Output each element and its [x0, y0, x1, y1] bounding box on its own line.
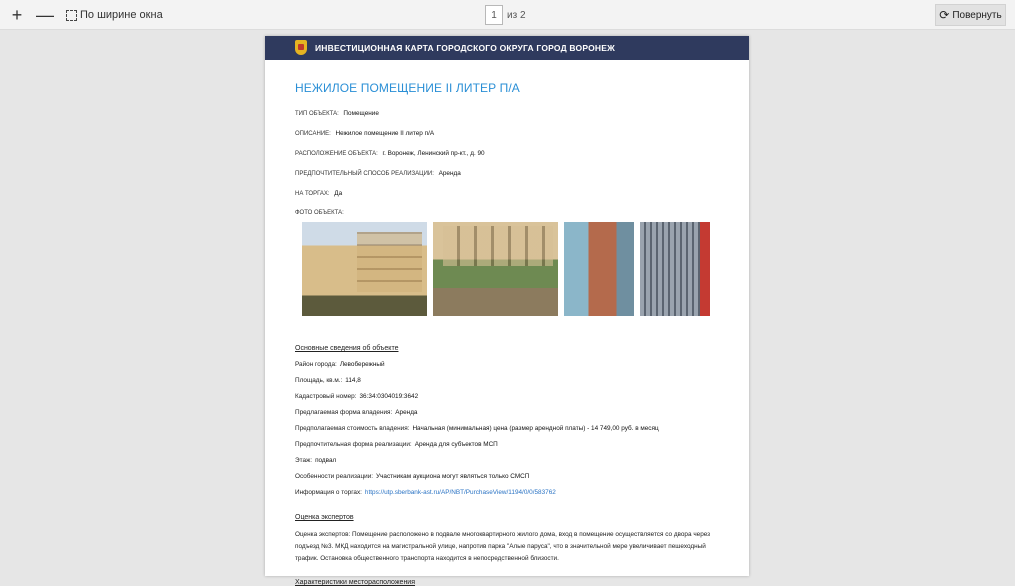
- experts-text: Помещение расположено в подвале многоквартирного жилого дома, вход в помещение осуществляется со двора через подъезд №3. МКД находится на магистральной улице, напротив парка "Алые паруса", что в значительной мере увеличивает пешеходный трафик. Остановка общественного транспорта находится в непосредственной близости.: [295, 531, 711, 562]
- rotate-label: Повернуть: [952, 9, 1002, 21]
- field-type: [295, 110, 719, 117]
- info-value: Левобережный: [339, 361, 385, 368]
- field-photos: [295, 210, 719, 216]
- info-row: [295, 489, 719, 496]
- fit-width-icon: [66, 10, 77, 21]
- experts-paragraph: [295, 529, 719, 565]
- info-row: [295, 441, 719, 448]
- object-title: НЕЖИЛОЕ ПОМЕЩЕНИЕ II ЛИТЕР П/А: [295, 81, 520, 95]
- info-value: Аренда: [395, 409, 418, 416]
- field-description: [295, 130, 719, 137]
- info-value: 36:34:0304019:3642: [359, 393, 419, 400]
- header-banner: [265, 36, 749, 60]
- main-info-section: [295, 345, 719, 496]
- info-label: Предполагаемая стоимость владения:: [295, 425, 410, 432]
- field-label: ФОТО ОБЪЕКТА:: [295, 210, 344, 216]
- zoom-in-button[interactable]: +: [11, 4, 23, 25]
- rotate-icon: ⟳: [939, 8, 950, 22]
- location-section: [295, 579, 719, 586]
- page-content: [265, 81, 749, 586]
- field-label: ТИП ОБЪЕКТА:: [295, 111, 339, 117]
- field-auction: [295, 190, 719, 197]
- experts-section: [295, 514, 719, 565]
- field-realization: [295, 170, 719, 177]
- field-label: ПРЕДПОЧТИТЕЛЬНЫЙ СПОСОБ РЕАЛИЗАЦИИ:: [295, 171, 434, 177]
- info-row: [295, 457, 719, 464]
- info-label: Район города:: [295, 361, 337, 368]
- viewer-toolbar: [0, 0, 1015, 30]
- fit-width-label: По ширине окна: [80, 9, 163, 21]
- info-label: Предлагаемая форма владения:: [295, 409, 393, 416]
- info-value: Участникам аукциона могут являться только СМСП: [376, 473, 530, 480]
- info-row: [295, 393, 719, 400]
- info-row: [295, 361, 719, 368]
- experts-label: Оценка экспертов:: [295, 531, 351, 538]
- photo-gallery: [295, 222, 719, 318]
- field-value: Да: [334, 190, 343, 197]
- zoom-out-button[interactable]: —: [36, 4, 54, 25]
- field-value: Аренда: [438, 170, 461, 177]
- fit-width-button[interactable]: [66, 4, 163, 26]
- info-row: [295, 377, 719, 384]
- section-title: Характеристики месторасположения: [295, 579, 416, 586]
- rotate-button[interactable]: [935, 4, 1006, 26]
- info-value: подвал: [315, 457, 337, 464]
- field-label: ОПИСАНИЕ:: [295, 131, 331, 137]
- photo-building-front[interactable]: [302, 222, 427, 316]
- page-total-label: из 2: [507, 10, 526, 21]
- photo-building-entrance[interactable]: [433, 222, 558, 316]
- field-label: НА ТОРГАХ:: [295, 191, 330, 197]
- info-label: Кадастровый номер:: [295, 393, 357, 400]
- info-label: Площадь, кв.м.:: [295, 377, 343, 384]
- auction-link[interactable]: https://utp.sberbank-ast.ru/AP/NBT/PurchaseView/1194/0/0/583762: [364, 489, 556, 496]
- banner-title: ИНВЕСТИЦИОННАЯ КАРТА ГОРОДСКОГО ОКРУГА ГОРОД ВОРОНЕЖ: [315, 43, 616, 53]
- info-row: [295, 473, 719, 480]
- field-value: г. Воронеж, Ленинский пр-кт., д. 90: [382, 150, 485, 157]
- photo-stairwell[interactable]: [564, 222, 634, 316]
- section-title: Основные сведения об объекте: [295, 345, 399, 352]
- field-label: РАСПОЛОЖЕНИЕ ОБЪЕКТА:: [295, 151, 378, 157]
- info-label: Предпочтительная форма реализации:: [295, 441, 412, 448]
- info-row: [295, 409, 719, 416]
- section-title: Оценка экспертов: [295, 514, 354, 521]
- info-row: [295, 425, 719, 432]
- info-label: Информация о торгах:: [295, 489, 362, 496]
- info-label: Особенности реализации:: [295, 473, 374, 480]
- info-value: Аренда для субъектов МСП: [414, 441, 498, 448]
- field-location: [295, 150, 719, 157]
- document-page: [265, 36, 749, 586]
- info-label: Этаж:: [295, 457, 313, 464]
- info-value: Начальная (минимальная) цена (размер арендной платы) - 14 749,00 руб. в месяц: [412, 425, 659, 432]
- page-number-input[interactable]: 1: [485, 5, 503, 25]
- field-value: Помещение: [343, 110, 379, 117]
- info-value: 114,8: [345, 377, 361, 384]
- field-value: Нежилое помещение II литер п/А: [335, 130, 435, 137]
- photo-interior-door[interactable]: [640, 222, 710, 316]
- city-crest-icon: [295, 40, 307, 55]
